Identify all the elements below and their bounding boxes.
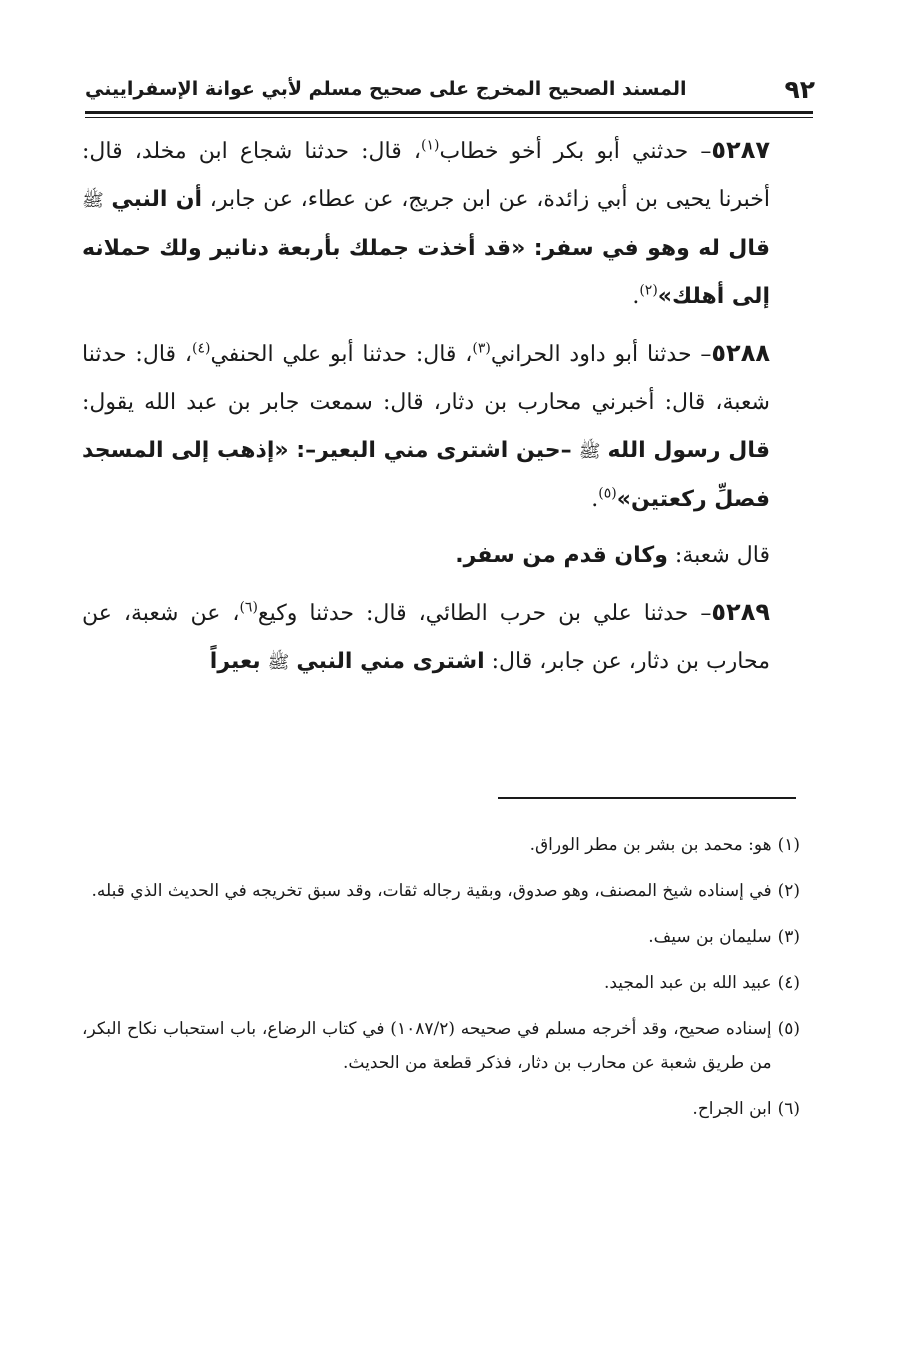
- hadith-matn-bold: قال له وهو في سفر: «قد أخذت جملك بأربعة دنانير ولك حملانه إلى أهلك»: [82, 236, 770, 309]
- hadith-text: ، عن شعبة، عن محارب بن دثار، عن جابر، قال:: [82, 601, 770, 674]
- salawat-glyph: ﷺ: [578, 441, 601, 462]
- hadith-number: ٥٢٨٨: [711, 339, 770, 367]
- page-number: ٩٢: [784, 74, 815, 104]
- footnote-marker: (٣): [777, 927, 800, 947]
- footnote-ref: (٤): [191, 340, 211, 357]
- footnote-text: عبيد الله بن عبد المجيد.: [603, 973, 772, 993]
- hadith-number: ٥٢٨٩: [711, 598, 770, 626]
- page-header: [85, 68, 815, 110]
- footnote-marker: (٥): [777, 1019, 800, 1039]
- hadith-text: – حدثني أبو بكر أخو خطاب: [439, 139, 712, 164]
- hadith-5287: [82, 126, 814, 321]
- footnote-marker: (٢): [777, 881, 800, 901]
- header-rule-thin: [85, 117, 813, 118]
- footnote-text: سليمان بن سيف.: [648, 927, 772, 947]
- hadith-matn-bold: أن النبي: [111, 187, 203, 212]
- footnote-marker: (١): [777, 835, 800, 855]
- footnote-2: [82, 874, 800, 908]
- hadith-matn-bold: قال رسول الله: [607, 438, 770, 463]
- footnote-ref: (٢): [639, 282, 658, 299]
- hadith-matn-bold: –حين اشترى مني البعير–: «إذهب إلى المسجد فصلِّ ركعتين»: [82, 438, 770, 512]
- hadith-number: ٥٢٨٧: [711, 136, 770, 164]
- main-text: [82, 126, 814, 695]
- footnote-marker: (٤): [777, 973, 800, 993]
- footnote-text: ابن الجراح.: [692, 1099, 772, 1119]
- note-plain: قال شعبة:: [674, 543, 770, 568]
- hadith-text: ، قال: حدثنا أبو علي الحنفي: [210, 342, 473, 367]
- hadith-5288: [82, 329, 814, 524]
- sentence-end: .: [591, 487, 599, 512]
- footnote-ref: (٣): [472, 340, 491, 357]
- footnote-separator: [498, 797, 796, 799]
- hadith-text: – حدثنا أبو داود الحراني: [490, 342, 712, 367]
- salawat-glyph: ﷺ: [267, 652, 290, 673]
- footnote-text: هو: محمد بن بشر بن مطر الوراق.: [529, 835, 772, 855]
- shuba-note: [82, 532, 814, 580]
- hadith-matn-bold: بعيراً: [209, 649, 261, 674]
- hadith-text: – حدثنا علي بن حرب الطائي، قال: حدثنا وكيع: [257, 601, 712, 626]
- hadith-5289: [82, 588, 814, 687]
- footnote-4: [82, 966, 800, 1000]
- hadith-text: ، قال: حدثنا شجاع ابن مخلد، قال: أخبرنا يحيى بن أبي زائدة، عن ابن جريج، عن عطاء، عن جابر،: [82, 139, 770, 212]
- footnote-ref: (٦): [239, 599, 258, 616]
- header-rule: [85, 111, 813, 114]
- sentence-end: .: [632, 284, 640, 309]
- footnote-ref: (١): [420, 137, 440, 154]
- footnote-text: في إسناده شيخ المصنف، وهو صدوق، وبقية رجاله ثقات، وقد سبق تخريجه في الحديث الذي قبله.: [91, 881, 772, 901]
- footnote-1: [82, 828, 800, 862]
- footnote-ref: (٥): [598, 485, 617, 502]
- footnote-text: إسناده صحيح، وقد أخرجه مسلم في صحيحه (١٠٨٧/٢) في كتاب الرضاع، باب استحباب نكاح البكر، من طريق شعبة عن محارب بن دثار، فذكر قطعة من الحديث.: [82, 1019, 772, 1073]
- hadith-matn-bold: اشترى مني النبي: [296, 649, 485, 674]
- footnote-3: [82, 920, 800, 954]
- running-title: المسند الصحيح المخرج على صحيح مسلم لأبي عوانة الإسفراييني: [85, 78, 687, 100]
- footnote-6: [82, 1092, 800, 1126]
- salawat-glyph: ﷺ: [82, 190, 104, 211]
- footnotes: [82, 828, 800, 1138]
- footnote-5: [82, 1012, 800, 1080]
- note-bold: وكان قدم من سفر.: [455, 543, 668, 568]
- hadith-text: ، قال: حدثنا شعبة، قال: أخبرني محارب بن دثار، قال: سمعت جابر بن عبد الله يقول:: [82, 342, 770, 415]
- footnote-marker: (٦): [777, 1099, 800, 1119]
